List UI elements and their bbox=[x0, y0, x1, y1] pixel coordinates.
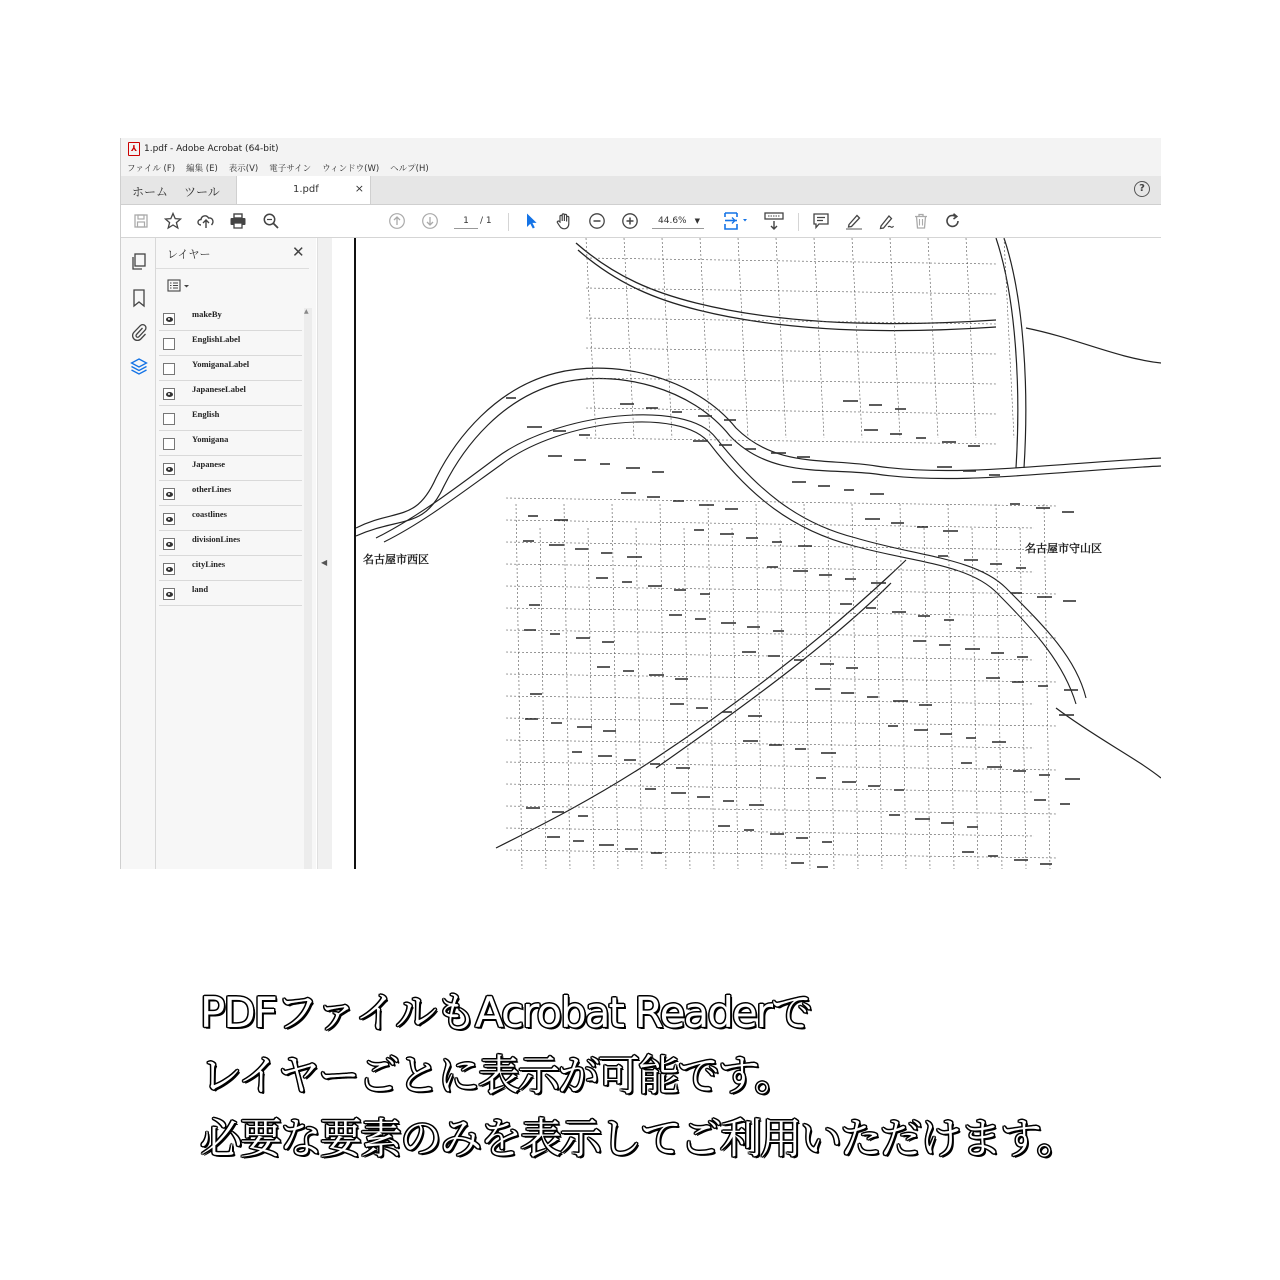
zoom-level-value: 44.6% bbox=[658, 216, 687, 226]
tab-tools[interactable]: ツール bbox=[184, 185, 220, 199]
block-line bbox=[662, 238, 672, 438]
layer-row[interactable] bbox=[159, 506, 302, 531]
layer-visibility-checkbox[interactable] bbox=[163, 438, 175, 450]
layer-visible-eye-icon[interactable] bbox=[163, 513, 175, 525]
cloud-upload-icon[interactable] bbox=[195, 211, 217, 231]
tab-document[interactable] bbox=[236, 176, 371, 204]
print-icon[interactable] bbox=[228, 211, 248, 231]
comment-icon[interactable] bbox=[811, 211, 831, 231]
menu-help[interactable]: ヘルプ(H) bbox=[390, 163, 429, 174]
layer-name: divisionLines bbox=[192, 534, 241, 544]
zoom-in-icon[interactable] bbox=[620, 211, 640, 231]
save-icon[interactable] bbox=[131, 211, 151, 231]
top-road bbox=[576, 243, 996, 324]
block-line bbox=[586, 258, 996, 264]
block-line bbox=[506, 718, 1056, 726]
zoom-level-dropdown[interactable] bbox=[652, 214, 704, 229]
map-label-nishi-ku: 名古屋市西区 bbox=[363, 553, 429, 566]
layer-row[interactable] bbox=[159, 531, 302, 556]
layer-visible-eye-icon[interactable] bbox=[163, 588, 175, 600]
navigation-pane-icons bbox=[121, 238, 156, 869]
layer-name: YomiganaLabel bbox=[192, 359, 250, 369]
layer-row[interactable] bbox=[159, 356, 302, 381]
scroll-up-arrow[interactable]: ▲ bbox=[304, 308, 309, 315]
panel-divider bbox=[156, 268, 309, 269]
layer-visible-eye-icon[interactable] bbox=[163, 463, 175, 475]
block-line bbox=[506, 520, 1034, 528]
layer-name: coastlines bbox=[192, 509, 227, 519]
caption-line-3: 必要な要素のみを表示してご利用いただけます。 bbox=[200, 1114, 1077, 1163]
block-line bbox=[506, 564, 1034, 572]
block-line bbox=[708, 504, 714, 869]
layer-row[interactable] bbox=[159, 381, 302, 406]
layer-name: otherLines bbox=[192, 484, 232, 494]
layer-visibility-checkbox[interactable] bbox=[163, 338, 175, 350]
block-line bbox=[586, 408, 996, 414]
block-line bbox=[776, 238, 786, 438]
block-line bbox=[506, 740, 1034, 748]
block-line bbox=[588, 528, 594, 869]
layer-visibility-checkbox[interactable] bbox=[163, 363, 175, 375]
block-line bbox=[852, 504, 858, 869]
layer-visible-eye-icon[interactable] bbox=[163, 388, 175, 400]
layer-visible-eye-icon[interactable] bbox=[163, 313, 175, 325]
menu-file[interactable]: ファイル (F) bbox=[127, 163, 176, 174]
layer-name: makeBy bbox=[192, 309, 222, 319]
scroll-mode-icon[interactable] bbox=[762, 211, 786, 231]
layer-row[interactable] bbox=[159, 431, 302, 456]
hand-tool-icon[interactable] bbox=[554, 211, 574, 231]
block-line bbox=[586, 438, 996, 444]
block-line bbox=[506, 784, 1034, 792]
menu-edit[interactable]: 編集 (E) bbox=[186, 163, 218, 174]
layers-panel-title: レイヤー bbox=[167, 248, 211, 261]
window-title: 1.pdf - Adobe Acrobat (64-bit) bbox=[144, 143, 279, 154]
layers-panel bbox=[156, 238, 316, 869]
block-line bbox=[506, 806, 1056, 814]
previous-page-icon[interactable] bbox=[387, 211, 407, 231]
layer-row[interactable] bbox=[159, 331, 302, 356]
block-line bbox=[852, 238, 862, 438]
redo-rotate-icon[interactable] bbox=[943, 211, 963, 231]
layer-row[interactable] bbox=[159, 556, 302, 581]
east-boundary bbox=[1056, 708, 1161, 778]
panel-scrollbar[interactable] bbox=[304, 308, 312, 869]
panel-collapse-handle[interactable] bbox=[317, 238, 333, 869]
east-road bbox=[1004, 238, 1026, 468]
pdf-app-icon: ⅄ bbox=[128, 142, 140, 156]
map-label-moriyama-ku: 名古屋市守山区 bbox=[1025, 542, 1102, 555]
tab-home[interactable]: ホーム bbox=[132, 185, 169, 199]
page-number-input[interactable]: 1 bbox=[454, 214, 478, 229]
east-road bbox=[996, 238, 1018, 468]
chevron-down-icon: ▼ bbox=[694, 217, 700, 225]
block-line bbox=[540, 528, 546, 869]
menu-esign[interactable]: 電子サイン bbox=[269, 163, 312, 174]
layer-row[interactable] bbox=[159, 456, 302, 481]
block-line bbox=[948, 504, 954, 869]
block-line bbox=[660, 504, 666, 869]
highlight-pen-icon[interactable] bbox=[844, 211, 864, 231]
layer-visible-eye-icon[interactable] bbox=[163, 538, 175, 550]
block-line bbox=[876, 528, 882, 869]
block-line bbox=[900, 504, 906, 869]
block-line bbox=[516, 504, 522, 869]
caption bbox=[200, 981, 1200, 1170]
layer-name: English bbox=[192, 409, 220, 419]
block-line bbox=[924, 528, 930, 869]
layer-name: JapaneseLabel bbox=[192, 384, 246, 394]
delete-trash-icon[interactable] bbox=[911, 211, 931, 231]
layer-list bbox=[159, 306, 302, 606]
block-line bbox=[506, 696, 1034, 704]
help-button[interactable]: ? bbox=[1134, 181, 1150, 197]
block-line bbox=[1020, 528, 1026, 869]
menu-view[interactable]: 表示(V) bbox=[228, 163, 259, 174]
next-page-icon[interactable] bbox=[420, 211, 440, 231]
menu-window[interactable]: ウィンドウ(W) bbox=[322, 163, 380, 174]
layer-name: land bbox=[192, 584, 209, 594]
block-line bbox=[738, 238, 748, 438]
block-line bbox=[586, 378, 996, 384]
bookmark-star-icon[interactable] bbox=[163, 211, 183, 231]
layer-row[interactable] bbox=[159, 581, 302, 606]
document-view[interactable] bbox=[332, 238, 1161, 869]
select-cursor-icon[interactable] bbox=[521, 211, 541, 231]
tab-document-label: 1.pdf bbox=[293, 184, 319, 195]
block-line bbox=[928, 238, 938, 438]
east-branch-road bbox=[1026, 328, 1161, 363]
block-line bbox=[506, 608, 1034, 616]
block-line bbox=[732, 528, 738, 869]
draw-pen-icon[interactable] bbox=[877, 211, 897, 231]
title-bar bbox=[121, 138, 1161, 159]
tab-close-button[interactable]: × bbox=[354, 182, 364, 195]
block-line bbox=[700, 238, 710, 438]
layer-row[interactable] bbox=[159, 481, 302, 506]
layer-visible-eye-icon[interactable] bbox=[163, 563, 175, 575]
block-line bbox=[506, 498, 1056, 506]
page-thumbnails-icon[interactable] bbox=[130, 252, 148, 276]
block-line bbox=[814, 238, 824, 438]
layer-row[interactable] bbox=[159, 406, 302, 431]
bookmarks-panel-icon[interactable] bbox=[130, 288, 148, 312]
layer-name: Japanese bbox=[192, 459, 226, 469]
block-line bbox=[586, 348, 996, 354]
block-line bbox=[804, 504, 810, 869]
river-bank-south bbox=[356, 379, 1161, 536]
block-line bbox=[624, 238, 634, 438]
layer-row[interactable] bbox=[159, 306, 302, 331]
tab-bar bbox=[121, 176, 1161, 205]
river-bank-north bbox=[356, 368, 1161, 528]
layers-panel-icon[interactable] bbox=[130, 357, 148, 381]
acrobat-window bbox=[120, 138, 1161, 869]
block-line bbox=[828, 528, 834, 869]
block-line bbox=[506, 762, 1056, 770]
caption-line-2: レイヤーごとに表示が可能です。 bbox=[200, 1051, 795, 1100]
zoom-out-icon[interactable] bbox=[587, 211, 607, 231]
toolbar-divider bbox=[798, 213, 799, 231]
block-line bbox=[966, 238, 976, 438]
block-line bbox=[612, 504, 618, 869]
block-line bbox=[780, 528, 786, 869]
layer-name: EnglishLabel bbox=[192, 334, 241, 344]
page-total: / 1 bbox=[480, 216, 492, 226]
menu-bar bbox=[121, 159, 1161, 176]
attachments-paperclip-icon[interactable] bbox=[130, 322, 148, 346]
layer-options-button[interactable] bbox=[167, 278, 193, 292]
toolbar bbox=[121, 205, 1161, 238]
page-display-icon[interactable] bbox=[722, 211, 750, 231]
block-line bbox=[564, 504, 570, 869]
block-line bbox=[890, 238, 900, 438]
chevron-left-icon: ◀ bbox=[321, 558, 328, 567]
layer-visible-eye-icon[interactable] bbox=[163, 488, 175, 500]
layer-name: cityLines bbox=[192, 559, 226, 569]
layer-name: Yomigana bbox=[192, 434, 229, 444]
block-line bbox=[506, 674, 1056, 682]
block-line bbox=[636, 528, 642, 869]
caption-line-1: PDFファイルもAcrobat Readerで bbox=[200, 988, 811, 1037]
find-zoom-icon[interactable] bbox=[261, 211, 281, 231]
block-line bbox=[996, 504, 1002, 869]
layer-visibility-checkbox[interactable] bbox=[163, 413, 175, 425]
close-panel-button[interactable]: ✕ bbox=[292, 243, 305, 261]
toolbar-divider bbox=[508, 213, 509, 231]
